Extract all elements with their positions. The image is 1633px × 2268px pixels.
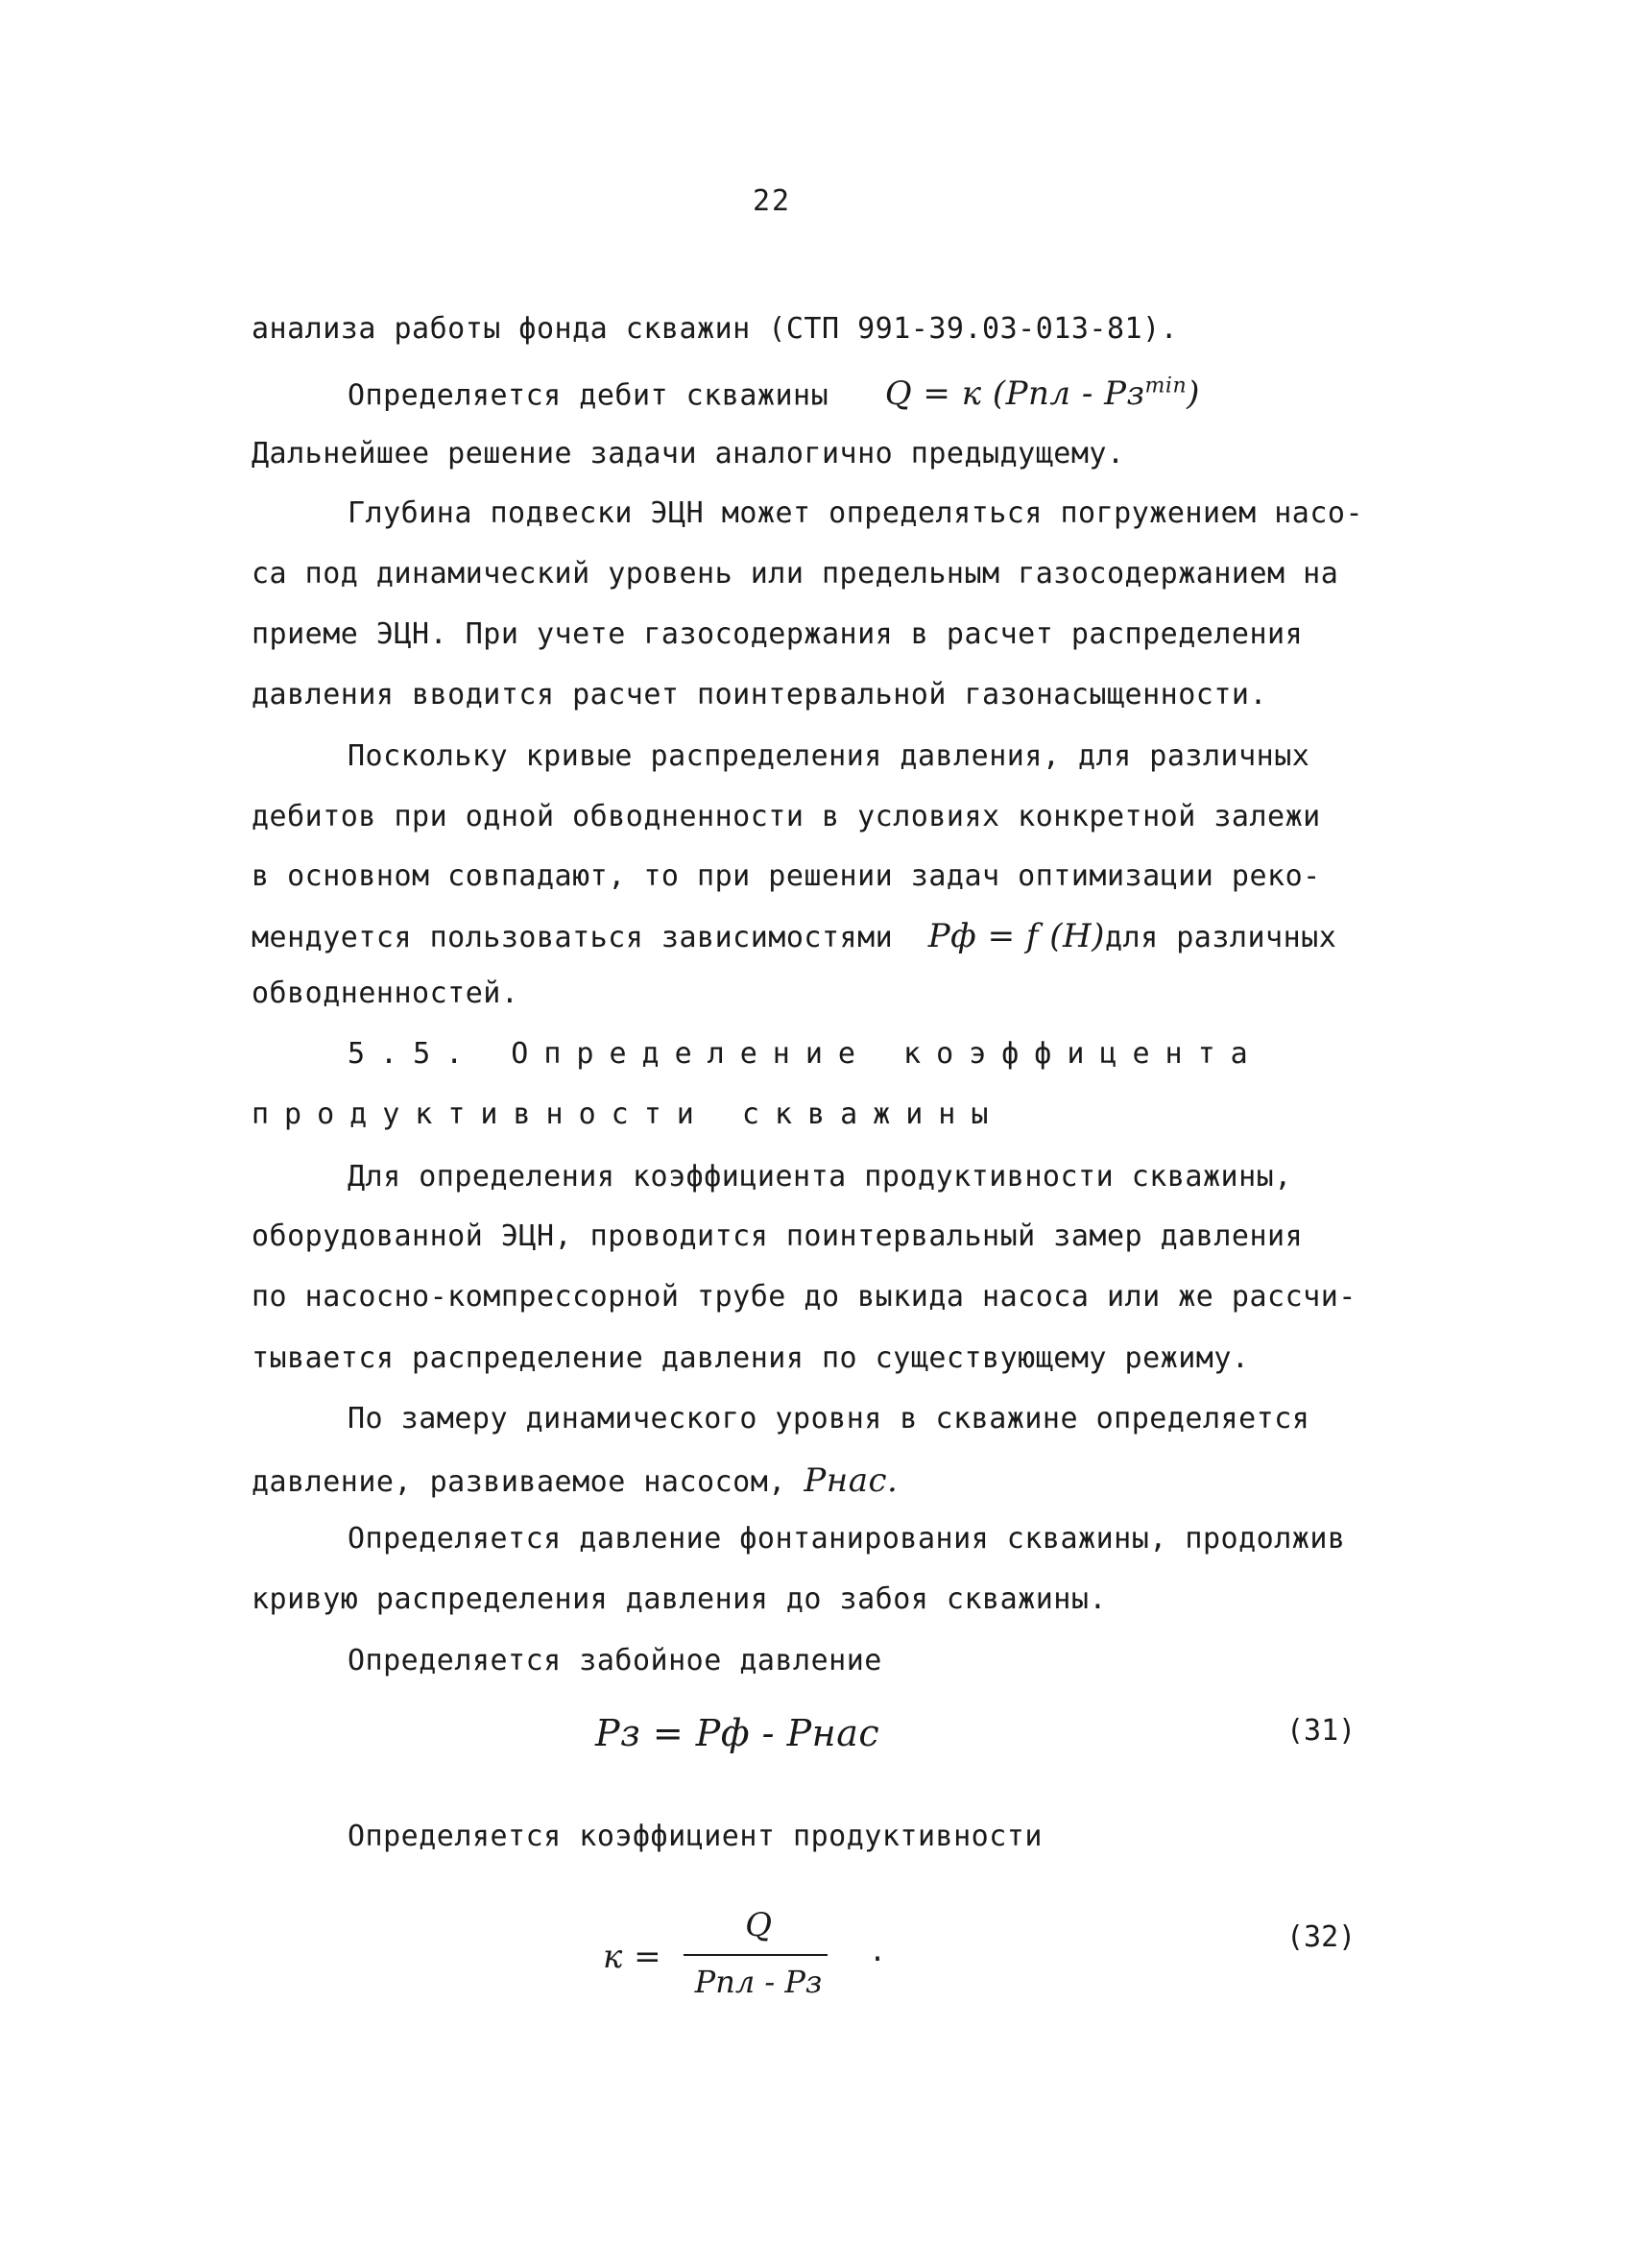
text-line: са под динамический уровень или предельным газосодержанием на xyxy=(252,557,1339,591)
equation-32-dot: . xyxy=(869,1935,887,1968)
text-span: Определяется дебит скважины xyxy=(348,378,829,413)
equation-number: (31) xyxy=(1286,1714,1357,1748)
text-line: Определяется забойное давление xyxy=(348,1644,882,1677)
text-line: дебитов при одной обводненности в условиях конкретной залежи xyxy=(252,800,1321,833)
text-span: для различных xyxy=(1104,921,1337,954)
text-line: Поскольку кривые распределения давления, для различных xyxy=(348,739,1310,773)
text-line: кривую распределения давления до забоя скважины. xyxy=(252,1582,1107,1616)
text-line: давления вводится расчет поинтервальной газонасыщенности. xyxy=(252,678,1268,712)
text-line: По замеру динамического уровня в скважине определяется xyxy=(348,1402,1310,1436)
equation-31: Pз = Pф - Pнас xyxy=(595,1712,880,1754)
equation-32-lhs: к = xyxy=(603,1938,662,1976)
text-span: давление, развиваемое насосом, xyxy=(252,1465,786,1499)
equation-32-fraction xyxy=(672,1906,845,2031)
text-line: Для определения коэффициента продуктивности скважины, xyxy=(348,1160,1292,1194)
formula-pnas: Pнас. xyxy=(804,1461,899,1500)
formula-debit: Q = к $(Pпл - Pз^{min})$ xyxy=(884,374,1200,414)
formula-pf: Pф = f (H) xyxy=(927,917,1105,955)
text-line: Определяется давление фонтанирования скважины, продолжив xyxy=(348,1522,1346,1556)
text-line xyxy=(348,374,1200,413)
fraction-bar xyxy=(684,1954,828,1956)
text-line: Дальнейшее решение задачи аналогично предыдущему. xyxy=(252,437,1125,470)
text-line xyxy=(252,917,1336,955)
text-line: в основном совпадают, то при решении задач оптимизации реко- xyxy=(252,859,1321,893)
text-line: анализа работы фонда скважин (СТП 991-39.03-013-81). xyxy=(252,312,1179,346)
section-heading: 5.5. Определение коэффицента xyxy=(348,1037,1263,1071)
page-number: 22 xyxy=(753,184,792,218)
text-line: приеме ЭЦН. При учете газосодержания в расчет распределения xyxy=(252,617,1304,651)
text-line: по насосно-компрессорной трубе до выкида насоса или же рассчи- xyxy=(252,1280,1357,1314)
text-line xyxy=(252,1461,898,1500)
text-line: Глубина подвески ЭЦН может определяться погружением насо- xyxy=(348,496,1364,530)
text-line: Определяется коэффициент продуктивности xyxy=(348,1820,1043,1853)
fraction-numerator: Q xyxy=(745,1906,772,1944)
fraction-denominator: Pпл - Pз xyxy=(694,1964,823,2000)
text-line: тывается распределение давления по существующему режиму. xyxy=(252,1341,1250,1375)
text-line: оборудованной ЭЦН, проводится поинтервальный замер давления xyxy=(252,1219,1304,1253)
section-heading: продуктивности скважины xyxy=(252,1098,1004,1131)
equation-number: (32) xyxy=(1286,1920,1357,1954)
text-span: мендуется пользоваться зависимостями xyxy=(252,921,894,954)
text-line: обводненностей. xyxy=(252,977,519,1010)
